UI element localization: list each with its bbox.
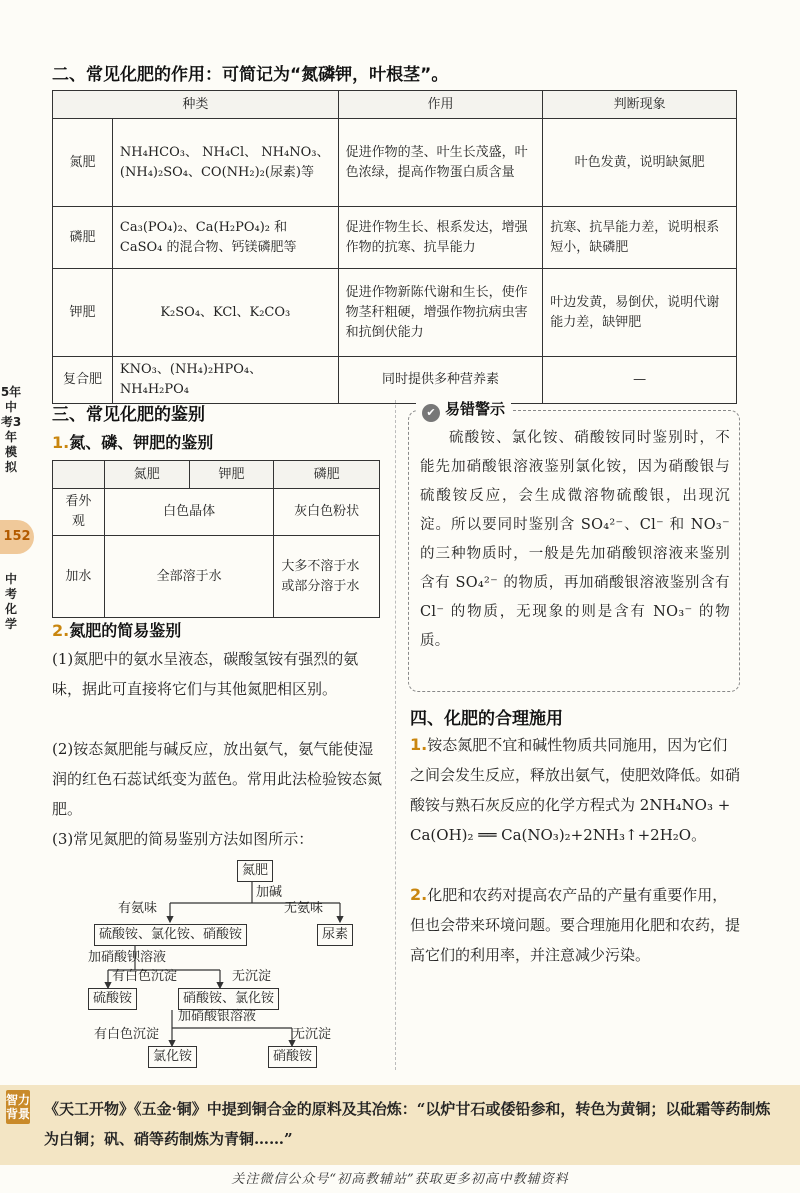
row-label: 看外观 (53, 489, 105, 536)
row-name: 磷肥 (53, 207, 113, 269)
item-1-text: 铵态氮肥不宜和碱性物质共同施用，因为它们之间会发生反应，释放出氨气，使肥效降低。如硝酸铵与熟石灰反应的化学方程式为 2NH₄NO₃ + Ca(OH)₂ ══ Ca(NO₃)₂+2NH₃↑+2H₂O。 (410, 736, 741, 844)
row-sign: 叶边发黄，易倒伏，说明代谢能力差，缺钾肥 (543, 269, 737, 357)
side-book-title: 5年中考3年模拟 (0, 385, 22, 474)
subsection-1-number: 1. (52, 433, 70, 452)
flow-node-ammonium-chloride: 氯化铵 (148, 1046, 197, 1068)
table-row (53, 207, 737, 269)
flow-node-nitrogen: 氮肥 (237, 860, 273, 882)
row-sign: — (543, 357, 737, 404)
band-tag: 智力背景 (6, 1090, 30, 1124)
item-2-number: 2. (410, 885, 428, 904)
item-2-text: 化肥和农药对提高农产品的产量有重要作用，但也会带来环境问题。要合理施用化肥和农药，提高它们的利用率，并注意减少污染。 (410, 886, 741, 964)
row-kind: K₂SO₄、KCl、K₂CO₃ (112, 269, 338, 357)
section-4-item-1 (410, 730, 740, 850)
section-4-item-2 (410, 880, 740, 970)
flow-label-white-precipitate: 有白色沉淀 (112, 969, 178, 984)
flow-label-add-silver-nitrate: 加硝酸银溶液 (178, 1009, 257, 1024)
subsection-2-number: 2. (52, 621, 70, 640)
appearance-nk: 白色晶体 (104, 489, 273, 536)
flow-node-nitrate-chloride: 硝酸铵、氯化铵 (178, 988, 279, 1010)
subsection-1-title: 氮、磷、钾肥的鉴别 (69, 433, 214, 452)
warning-text: 硫酸铵、氯化铵、硝酸铵同时鉴别时，不能先加硝酸银溶液鉴别氯化铵，因为硝酸银与硫酸铵反应，会生成微溶物硫酸银，出现沉淀。所以要同时鉴别含 SO₄²⁻、Cl⁻ 和 NO₃⁻ 的三种物质时，一般是先加硝酸钡溶液来鉴别含有 SO₄²⁻ 的物质，再加硝酸银溶液鉴别含有 Cl⁻ 的物质，无现象的则是含有 NO₃⁻ 的物质。 (420, 430, 730, 649)
flow-node-ammonium-sulfate: 硫酸铵 (88, 988, 137, 1010)
header-kind: 种类 (53, 91, 339, 119)
flow-label-no-ammonia: 无氨味 (284, 901, 324, 916)
paragraph-2: (2)铵态氮肥能与碱反应，放出氨气，氨气能使湿润的红色石蕊试纸变为蓝色。常用此法检验铵态氮肥。 (52, 740, 383, 818)
header-effect: 作用 (338, 91, 543, 119)
flow-label-no-precipitate: 无沉淀 (232, 969, 272, 984)
flow-label-add-alkali: 加碱 (256, 885, 283, 900)
header-potassium: 钾肥 (189, 461, 274, 489)
page-number: 152 (0, 520, 34, 554)
water-nk: 全部溶于水 (104, 536, 273, 618)
row-name: 复合肥 (53, 357, 113, 404)
flow-node-ammonium-nitrate: 硝酸铵 (268, 1046, 317, 1068)
row-name: 氮肥 (53, 119, 113, 207)
subsection-2-title: 氮肥的简易鉴别 (69, 621, 182, 640)
row-label: 加水 (53, 536, 105, 618)
item-1-number: 1. (410, 735, 428, 754)
water-p: 大多不溶于水或部分溶于水 (274, 536, 380, 618)
header-empty (53, 461, 105, 489)
table-row (53, 357, 737, 404)
row-effect: 促进作物生长、根系发达，增强作物的抗寒、抗旱能力 (338, 207, 543, 269)
table-row (53, 119, 737, 207)
section-2-title: 二、常见化肥的作用：可简记为“氮磷钾，叶根茎”。 (52, 65, 449, 85)
paragraph-1: (1)氮肥中的氨水呈液态，碳酸氢铵有强烈的氨味，据此可直接将它们与其他氮肥相区别。 (52, 650, 359, 698)
row-effect: 促进作物的茎、叶生长茂盛，叶色浓绿，提高作物蛋白质含量 (338, 119, 543, 207)
flow-node-urea: 尿素 (317, 924, 353, 946)
fertilizer-function-table (52, 90, 737, 404)
subsection-1 (52, 430, 213, 453)
row-name: 钾肥 (53, 269, 113, 357)
column-divider (395, 400, 396, 1070)
header-sign: 判断现象 (543, 91, 737, 119)
row-kind: Ca₃(PO₄)₂、Ca(H₂PO₄)₂ 和 CaSO₄ 的混合物、钙镁磷肥等 (112, 207, 338, 269)
row-sign: 叶色发黄，说明缺氮肥 (543, 119, 737, 207)
table-header-row (53, 461, 380, 489)
row-effect: 促进作物新陈代谢和生长，使作物茎秆粗硬，增强作物抗病虫害和抗倒伏能力 (338, 269, 543, 357)
table-row (53, 489, 380, 536)
side-subject: 中考化学 (4, 572, 17, 631)
row-kind: KNO₃、(NH₄)₂HPO₄、NH₄H₂PO₄ (112, 357, 338, 404)
header-nitrogen: 氮肥 (104, 461, 189, 489)
table-row (53, 269, 737, 357)
row-kind: NH₄HCO₃、 NH₄Cl、 NH₄NO₃、(NH₄)₂SO₄、CO(NH₂)₂(尿素)等 (112, 119, 338, 207)
warning-title-text: 易错警示 (445, 400, 506, 418)
table-row (53, 536, 380, 618)
table-header-row (53, 91, 737, 119)
check-icon: ✔ (422, 404, 440, 422)
flow-label-ammonia: 有氨味 (118, 901, 158, 916)
flow-label-no-precipitate-2: 无沉淀 (292, 1027, 332, 1042)
subsection-2 (52, 618, 181, 641)
paragraph-3: (3)常见氮肥的简易鉴别方法如图所示： (52, 830, 314, 848)
row-effect: 同时提供多种营养素 (338, 357, 543, 404)
warning-title (416, 398, 511, 422)
appearance-p: 灰白色粉状 (274, 489, 380, 536)
section-3-title: 三、常见化肥的鉴别 (52, 405, 205, 425)
section-4-title: 四、化肥的合理施用 (410, 709, 563, 729)
footer-note: 关注微信公众号“初高教辅站”获取更多初高中教辅资料 (231, 1172, 569, 1187)
flow-node-three-salts: 硫酸铵、氯化铵、硝酸铵 (94, 924, 247, 946)
flow-label-white-precipitate-2: 有白色沉淀 (94, 1027, 160, 1042)
row-sign: 抗寒、抗旱能力差，说明根系短小，缺磷肥 (543, 207, 737, 269)
flow-label-add-barium-nitrate: 加硝酸钡溶液 (88, 950, 167, 965)
identification-table (52, 460, 380, 618)
header-phosphorus: 磷肥 (274, 461, 380, 489)
band-text: 《天工开物》《五金·铜》中提到铜合金的原料及其冶炼：“以炉甘石或倭铅参和，转色为黄铜；以砒霜等药制炼为白铜；矾、硝等药制炼为青铜……” (44, 1100, 771, 1148)
